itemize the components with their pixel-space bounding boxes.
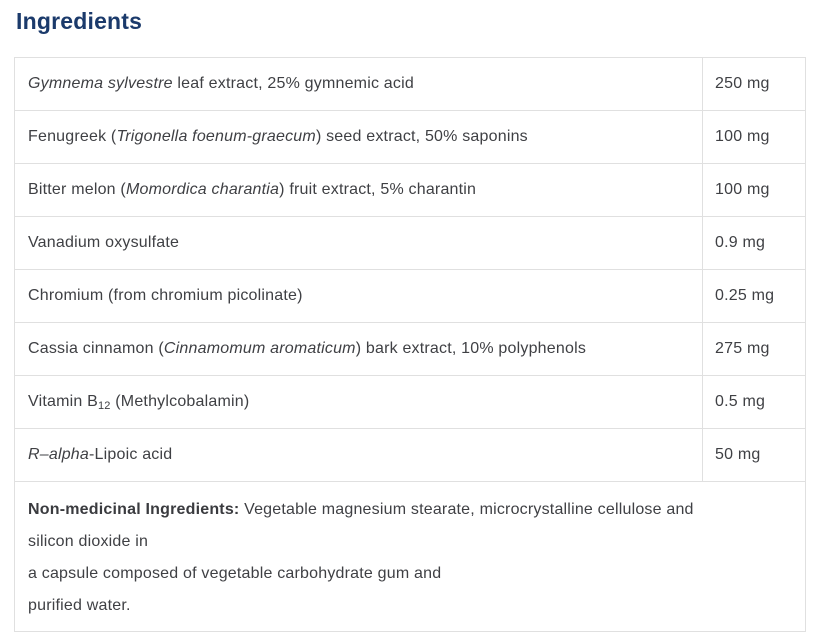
ingredient-name [15, 270, 703, 322]
ingredient-name-segment: Fenugreek ( [28, 128, 117, 145]
ingredient-row [15, 429, 805, 482]
ingredient-name-segment: -Lipoic acid [89, 446, 173, 463]
non-medicinal-line: silicon dioxide in [28, 533, 149, 550]
section-title: Ingredients [16, 8, 143, 34]
ingredient-name-segment: ) seed extract, 50% saponins [315, 128, 528, 145]
ingredient-name-segment: Gymnema sylvestre [28, 75, 173, 92]
ingredient-row [15, 323, 805, 376]
ingredient-row [15, 111, 805, 164]
ingredient-row [15, 376, 805, 429]
ingredient-amount: 0.9 mg [715, 234, 766, 251]
ingredient-name-segment: Cassia cinnamon ( [28, 340, 164, 357]
ingredient-name [15, 58, 703, 110]
ingredient-amount: 250 mg [715, 75, 770, 92]
ingredient-name [15, 429, 703, 481]
ingredient-name-segment: leaf extract, 25% gymnemic acid [172, 75, 414, 92]
ingredient-row [15, 270, 805, 323]
ingredient-name-segment: Bitter melon ( [28, 181, 126, 198]
non-medicinal-label: Non-medicinal Ingredients: [28, 501, 240, 518]
non-medicinal-line: a capsule composed of vegetable carbohydrate gum and [28, 565, 442, 582]
non-medicinal-line [28, 494, 792, 526]
non-medicinal-text: Vegetable magnesium stearate, microcrystalline cellulose and [239, 501, 694, 518]
non-medicinal-block [15, 482, 805, 631]
ingredient-name-segment: (Methylcobalamin) [110, 393, 250, 410]
ingredient-amount: 50 mg [715, 446, 761, 463]
ingredient-name [15, 376, 703, 428]
ingredient-name [15, 111, 703, 163]
ingredient-name-segment: Momordica charantia [125, 181, 280, 198]
ingredient-name [15, 323, 703, 375]
ingredient-name-segment: Vitamin B [28, 393, 98, 410]
ingredient-row [15, 164, 805, 217]
ingredient-name [15, 164, 703, 216]
ingredient-name-segment: Trigonella foenum-graecum [116, 128, 316, 145]
ingredient-amount: 0.5 mg [715, 393, 766, 410]
ingredient-row [15, 58, 805, 111]
ingredient-name-segment: Cinnamomum aromaticum [163, 340, 356, 357]
non-medicinal-line: purified water. [28, 597, 131, 614]
ingredient-name-segment: ) fruit extract, 5% charantin [279, 181, 477, 198]
ingredient-name-segment: R–alpha [28, 446, 90, 463]
ingredient-name-segment: Chromium (from chromium picolinate) [28, 287, 303, 304]
ingredient-amount: 100 mg [715, 128, 770, 145]
ingredient-rows [15, 58, 805, 482]
ingredient-name [15, 217, 703, 269]
ingredient-name-segment: Vanadium oxysulfate [28, 234, 180, 251]
ingredient-amount: 0.25 mg [715, 287, 775, 304]
ingredient-name-segment: 12 [97, 400, 111, 412]
ingredient-row [15, 217, 805, 270]
ingredient-name-segment: ) bark extract, 10% polyphenols [355, 340, 587, 357]
ingredient-amount: 275 mg [715, 340, 770, 357]
ingredient-amount: 100 mg [715, 181, 770, 198]
ingredients-table [14, 57, 806, 632]
